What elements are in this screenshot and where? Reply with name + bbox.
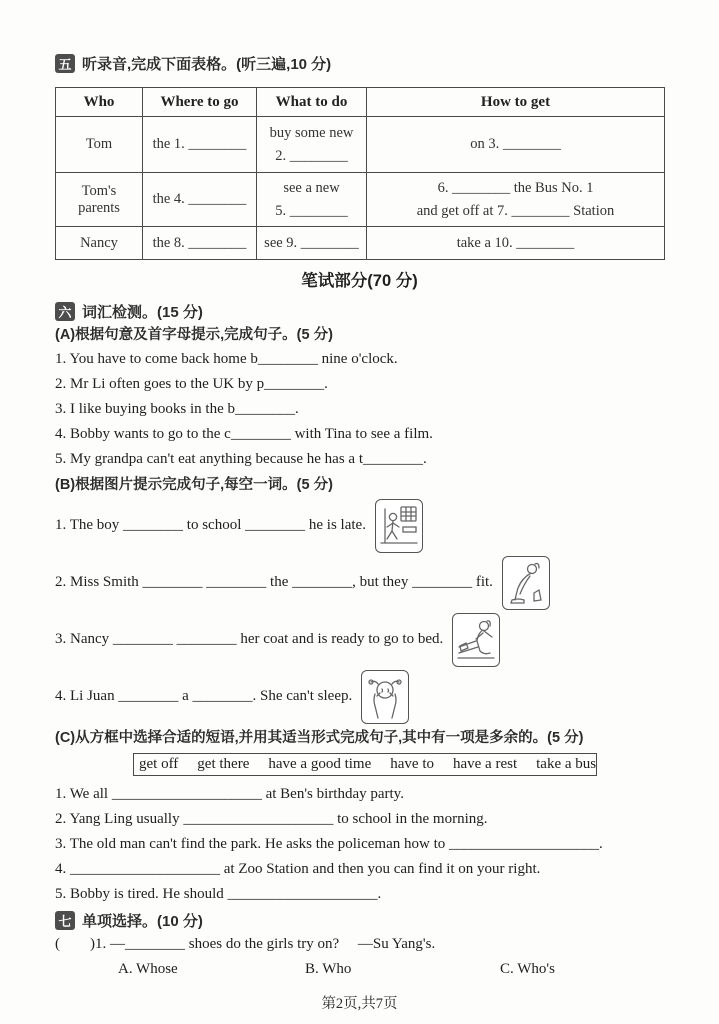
phrase-get-there: get there (197, 756, 250, 772)
partA-item-1: 1. You have to come back home b________ nine o'clock. (55, 351, 398, 367)
partB-item-4 (55, 668, 664, 725)
partB-item-3-text: 3. Nancy ________ ________ her coat and is ready to go to bed. (55, 631, 444, 647)
partB-item-4-text: 4. Li Juan ________ a ________. She can't sleep. (55, 688, 353, 704)
cell-who: Nancy (56, 227, 143, 260)
cell-what (257, 173, 367, 227)
woman-trying-on-shoes-image (502, 556, 550, 610)
section7-number-badge: 七 (55, 911, 75, 930)
cell-how-line2: and get off at 7. ________ Station (416, 202, 615, 219)
partA-item-4: 4. Bobby wants to go to the c________ with Tina to see a film. (55, 426, 433, 442)
partA-title: (A)根据句意及首字母提示,完成句子。(5 分) (55, 327, 333, 343)
partC-item-3: 3. The old man can't find the park. He asks the policeman how to ____________________. (55, 836, 603, 852)
partB-item-2-text: 2. Miss Smith ________ ________ the ________, but they ________ fit. (55, 574, 493, 590)
section7-header (55, 909, 664, 931)
cell-where: the 4. ________ (143, 173, 257, 227)
partB-title: (B)根据图片提示完成句子,每空一词。(5 分) (55, 477, 333, 493)
option-c: C. Who's (500, 961, 555, 977)
phrase-take-a-bus: take a bus (536, 756, 597, 772)
page-footer: 第2页,共7页 (321, 996, 398, 1012)
cell-what-line2: 5. ________ (275, 202, 348, 219)
cell-who: Tom (56, 117, 143, 173)
table-row (56, 117, 665, 173)
section7-title: 单项选择。(10 分) (82, 912, 203, 930)
cell-what-line2: 2. ________ (275, 147, 348, 164)
section6-header (55, 300, 664, 322)
phrase-get-off: get off (139, 756, 179, 772)
option-b: B. Who (305, 961, 352, 977)
phrase-have-a-good-time: have a good time (268, 756, 372, 772)
table-row (56, 173, 665, 227)
partA-item-5: 5. My grandpa can't eat anything because he has a t________. (55, 451, 427, 467)
partB-item-1 (55, 497, 664, 554)
cell-who: Tom's parents (56, 173, 143, 227)
section6-title: 词汇检测。(15 分) (82, 303, 203, 321)
partC-item-2: 2. Yang Ling usually ____________________ to school in the morning. (55, 811, 488, 827)
partC-item-5: 5. Bobby is tired. He should ____________________. (55, 886, 382, 902)
phrase-box (133, 753, 597, 776)
partB-item-2 (55, 554, 664, 611)
cell-what: see 9. ________ (257, 227, 367, 260)
cell-how: on 3. ________ (367, 117, 665, 173)
section5-number-badge: 五 (55, 54, 75, 73)
phrase-have-to: have to (390, 756, 434, 772)
partC-item-1: 1. We all ____________________ at Ben's birthday party. (55, 786, 404, 802)
cell-what-line1: buy some new (269, 124, 354, 141)
partC-title: (C)从方框中选择合适的短语,并用其适当形式完成句子,其中有一项是多余的。(5 分) (55, 730, 584, 746)
phrase-have-a-rest: have a rest (452, 756, 518, 772)
section5-header (55, 52, 664, 74)
boy-running-late-to-school-image (375, 499, 423, 553)
partA-item-3: 3. I like buying books in the b________. (55, 401, 299, 417)
col-header-how: How to get (367, 88, 665, 117)
partB-item-1-text: 1. The boy ________ to school ________ he is late. (55, 517, 366, 533)
partB-item-3 (55, 611, 664, 668)
option-a: A. Whose (118, 961, 178, 977)
col-header-who: Who (56, 88, 143, 117)
col-header-what: What to do (257, 88, 367, 117)
cell-where: the 1. ________ (143, 117, 257, 173)
written-part-title: 笔试部分(70 分) (301, 272, 418, 290)
partA-item-2: 2. Mr Li often goes to the UK by p________. (55, 376, 328, 392)
question-1-stem: ( )1. —________ shoes do the girls try on? —Su Yang's. (55, 936, 436, 952)
section5-title: 听录音,完成下面表格。(听三遍,10 分) (82, 55, 332, 73)
cell-how (367, 173, 665, 227)
section6-number-badge: 六 (55, 302, 75, 321)
question-1-options (118, 957, 664, 982)
cell-how-line1: 6. ________ the Bus No. 1 (437, 179, 594, 196)
cell-where: the 8. ________ (143, 227, 257, 260)
col-header-where: Where to go (143, 88, 257, 117)
cell-what-line1: see a new (283, 179, 340, 196)
cell-how: take a 10. ________ (367, 227, 665, 260)
cell-what (257, 117, 367, 173)
partC-item-4: 4. ____________________ at Zoo Station and then you can find it on your right. (55, 861, 541, 877)
table-header-row (56, 88, 665, 117)
girl-holding-head-cannot-sleep-image (361, 670, 409, 724)
table-row (56, 227, 665, 260)
girl-taking-off-coat-by-bed-image (452, 613, 500, 667)
listening-table (55, 87, 665, 260)
